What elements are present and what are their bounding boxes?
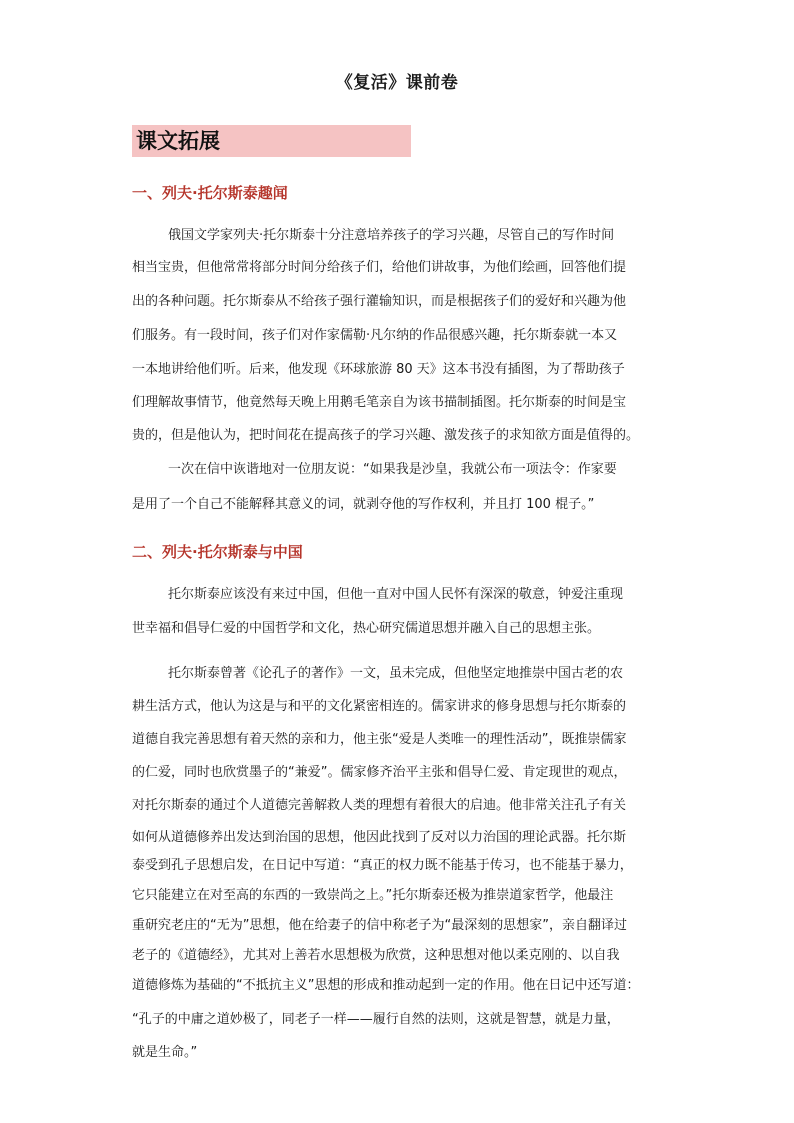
- text-line: 们理解故事情节，他竟然每天晚上用鹅毛笔亲自为该书描制插图。托尔斯泰的时间是宝: [132, 395, 627, 410]
- text-line: 就是生命。”: [132, 1045, 198, 1060]
- section-heading-1: 一、列夫·托尔斯泰趣闻: [132, 184, 288, 202]
- text-line: 是用了一个自己不能解释其意义的词，就剥夺他的写作权利，并且打 100 棍子。”: [132, 497, 595, 512]
- text-line: 托尔斯泰应该没有来过中国，但他一直对中国人民怀有深深的敬意，钟爱注重现: [168, 587, 624, 602]
- section-heading-2: 二、列夫·托尔斯泰与中国: [132, 543, 303, 561]
- text-line: 重研究老庄的“无为”思想，他在给妻子的信中称老子为“最深刻的思想家”，亲自翻译过: [132, 918, 627, 933]
- text-line: 对托尔斯泰的通过个人道德完善解救人类的理想有着很大的启迪。他非常关注孔子有关: [132, 798, 627, 813]
- text-line: “孔子的中庸之道妙极了，同老子一样——履行自然的法则，这就是智慧，就是力量，: [132, 1012, 620, 1027]
- text-line: 一本地讲给他们听。后来，他发现《环球旅游 80 天》这本书没有插图，为了帮助孩子: [132, 362, 625, 377]
- text-line: 出的各种问题。托尔斯泰从不给孩子强行灌输知识，而是根据孩子们的爱好和兴趣为他: [132, 294, 627, 309]
- text-line: 一次在信中诙谐地对一位朋友说：“如果我是沙皇，我就公布一项法令：作家要: [168, 462, 617, 477]
- text-line: 它只能建立在对至高的东西的一致崇尚之上。”托尔斯泰还极为推崇道家哲学，他最注: [132, 888, 614, 903]
- text-line: 耕生活方式，他认为这是与和平的文化紧密相连的。儒家讲求的修身思想与托尔斯泰的: [132, 699, 627, 714]
- text-line: 俄国文学家列夫·托尔斯泰十分注意培养孩子的学习兴趣，尽管自己的写作时间: [168, 228, 615, 243]
- text-line: 们服务。有一段时间，孩子们对作家儒勒·凡尔纳的作品很感兴趣，托尔斯泰就一本又: [132, 328, 618, 343]
- text-line: 相当宝贵，但他常常将部分时间分给孩子们，给他们讲故事，为他们绘画，回答他们提: [132, 260, 627, 275]
- page-title: 《复活》课前卷: [335, 73, 459, 93]
- text-line: 老子的《道德经》，尤其对上善若水思想极为欣赏，这种思想对他以柔克刚的、以自我: [132, 948, 620, 963]
- text-line: 世幸福和倡导仁爱的中国哲学和文化，热心研究儒道思想并融入自己的思想主张。: [132, 621, 601, 636]
- text-line: 的仁爱，同时也欣赏墨子的“兼爱”。儒家修齐治平主张和倡导仁爱、肯定现世的观点，: [132, 765, 627, 780]
- text-line: 道德自我完善思想有着天然的亲和力，他主张“爱是人类唯一的理性活动”，既推崇儒家: [132, 732, 627, 747]
- text-line: 贵的，但是他认为，把时间花在提高孩子的学习兴趣、激发孩子的求知欲方面是值得的。: [132, 428, 640, 443]
- text-line: 道德修炼为基础的“不抵抗主义”思想的形成和推动起到一定的作用。他在日记中还写道：: [132, 978, 640, 993]
- text-line: 如何从道德修养出发达到治国的思想，他因此找到了反对以力治国的理论武器。托尔斯: [132, 830, 627, 845]
- banner-title: 课文拓展: [136, 128, 220, 153]
- text-line: 托尔斯泰曾著《论孔子的著作》一文，虽未完成，但他坚定地推崇中国古老的农: [168, 666, 624, 681]
- text-line: 泰受到孔子思想启发，在日记中写道：“真正的权力既不能基于传习，也不能基于暴力，: [132, 858, 633, 873]
